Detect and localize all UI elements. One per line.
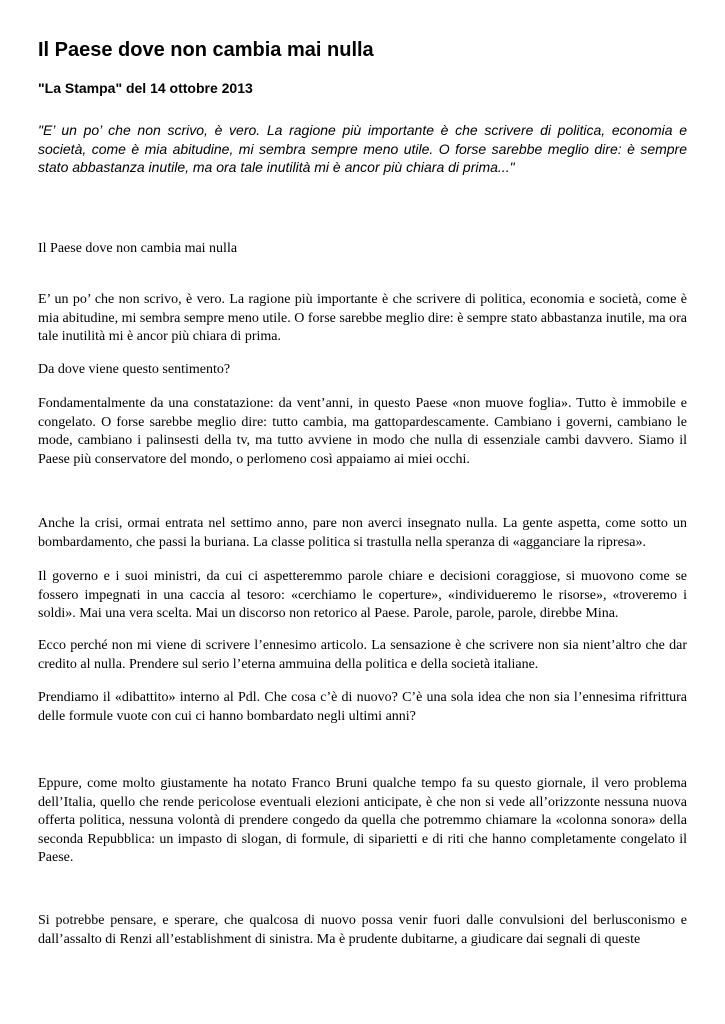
article-abstract: "E’ un po’ che non scrivo, è vero. La ragione più importante è che scrivere di politica, economia e società, come è mia abitudine, mi sembra sempre meno utile. O forse sarebbe meglio dire: è sempre stato abbastanza inutile, ma ora tale inutilità mi è ancor più chiara di prima..." xyxy=(38,122,687,175)
article-title: Il Paese dove non cambia mai nulla xyxy=(38,39,374,61)
paragraph: E’ un po’ che non scrivo, è vero. La ragione più importante è che scrivere di politica, economia e società, come è mia abitudine, mi sembra sempre meno utile. O forse sarebbe meglio dire: è sempre stato abbastanza inutile, ma ora tale inutilità mi è ancor più chiara di prima. xyxy=(38,292,687,345)
article-source: "La Stampa" del 14 ottobre 2013 xyxy=(38,80,253,96)
paragraph: Da dove viene questo sentimento? xyxy=(38,362,231,377)
paragraph: Il governo e i suoi ministri, da cui ci aspetteremmo parole chiare e decisioni coraggiose, si muovono come se fossero impegnati in una caccia al tesoro: «cerchiamo le coperture», «individueremo le risorse», «troveremo i soldi». Mai una vera scelta. Mai un discorso non retorico al Paese. Parole, parole, parole, direbbe Mina. xyxy=(38,569,687,622)
paragraph: Eppure, come molto giustamente ha notato Franco Bruni qualche tempo fa su questo giornale, il vero problema dell’Italia, quello che rende pericolose eventuali elezioni anticipate, è che non si vede all’orizzonte nessuna nuova offerta politica, nessuna volontà di prendere congedo da quella che potremmo chiamare la «colonna sonora» della seconda Repubblica: un impasto di slogan, di formule, di siparietti e di riti che hanno completamente congelato il Paese. xyxy=(38,776,687,866)
paragraph: Si potrebbe pensare, e sperare, che qualcosa di nuovo possa venir fuori dalle convulsioni del berlusconismo e dall’assalto di Renzi all’establishment di sinistra. Ma è prudente dubitarne, a giudicare dai segnali di queste xyxy=(38,913,687,947)
body-title: Il Paese dove non cambia mai nulla xyxy=(38,241,238,256)
paragraph: Anche la crisi, ormai entrata nel settimo anno, pare non averci insegnato nulla. La gente aspetta, come sotto un bombardamento, che passi la buriana. La classe politica si trastulla nella speranza di «agganciare la ripresa». xyxy=(38,516,687,550)
paragraph: Ecco perché non mi viene di scrivere l’ennesimo articolo. La sensazione è che scrivere non sia nient’altro che dar credito al nulla. Prendere sul serio l’eterna ammuina della politica e della società italiane. xyxy=(38,638,687,672)
paragraph: Prendiamo il «dibattito» interno al Pdl. Che cosa c’è di nuovo? C’è una sola idea che non sia l’ennesima rifrittura delle formule vuote con cui ci hanno bombardato negli ultimi anni? xyxy=(38,690,687,724)
paragraph: Fondamentalmente da una constatazione: da vent’anni, in questo Paese «non muove foglia». Tutto è immobile e congelato. O forse sarebbe meglio dire: tutto cambia, ma gattopardescamente. Cambiano i governi, cambiano le mode, cambiano i palinsesti della tv, ma tutto avviene in modo che nulla di essenziale cambi davvero. Siamo il Paese più conservatore del mondo, o perlomeno così appaiamo ai miei occhi. xyxy=(38,396,687,467)
